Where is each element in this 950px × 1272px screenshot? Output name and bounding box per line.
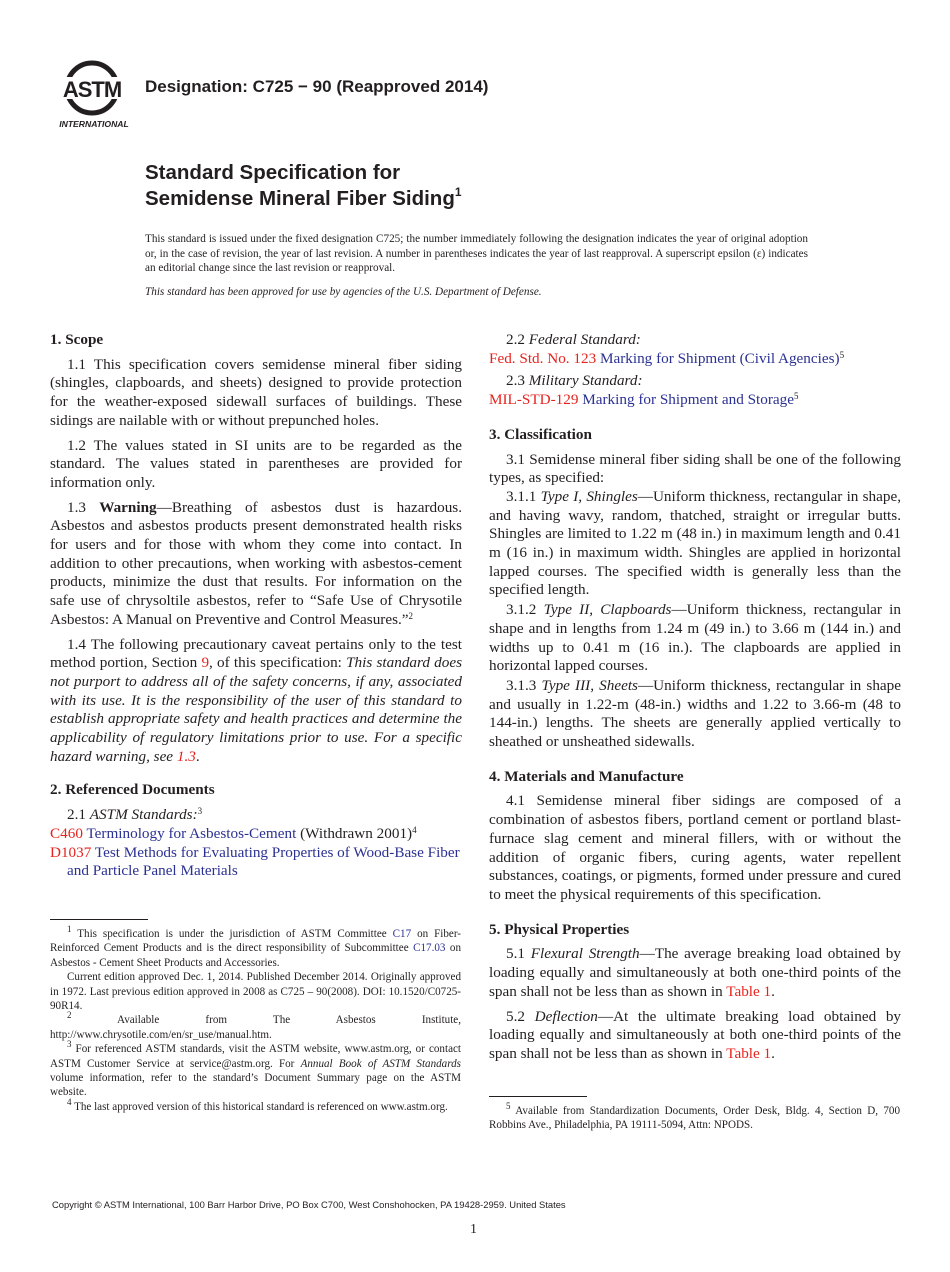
type-iii-label: Type III, Sheets [541, 676, 638, 694]
para-1-1: 1.1 This specification covers semidense mineral fiber siding (shingles, clapboards, and sheets) designed to provide protection for the weather-exposed sidewall surfaces of buildings. These sidings are nailable with or without prepunched holes. [50, 355, 462, 429]
footnote-1 [50, 924, 462, 970]
para-1-3 [50, 499, 462, 630]
para-1-3-num: 1.3 [67, 498, 86, 516]
footnote-1-text-c: on Asbestos - Cement Sheet Products and Accessories. [50, 942, 461, 969]
footnote-1-edition: Current edition approved Dec. 1, 2014. Published December 2014. Originally approved in 1972. Last previous edition approved in 2008 as C725 – 90(2008). DOI: 10.1520/C0725-90R14. [50, 971, 461, 1013]
para-3-1-3-num: 3.1.3 [506, 676, 537, 694]
para-1-4: 1.4 The following precautionary caveat pertains only to the test method portion, Section 9, of this specification: This standard does not purport to address all of the safety concerns, if any, associated with its use. It is the responsibility of the user of this standard to establish appropriate safety and health practices and determine the applicability of regulatory limitations prior to use. For a specific hazard warning, see 1.3. [50, 635, 462, 765]
para-3-1-2-text: —Uniform thickness, rectangular in shape and in lengths from 1.24 m (49 in.) to 3.66 m (144 in.) and widths up to 0.41 m (16 in.). The clapboards are applied in horizontal lapped courses. [489, 601, 901, 675]
footnote-ref-5a: 5 [839, 349, 845, 360]
para-3-1-3 [489, 677, 901, 752]
title-line-2 [145, 186, 462, 212]
para-1-2: 1.2 The values stated in SI units are to be regarded as the standard. The values stated in parentheses are provided for information only. [50, 436, 462, 491]
type-i-label: Type I, Shingles [540, 487, 638, 505]
svg-text:ASTM: ASTM [62, 77, 122, 102]
fed-std-code[interactable]: Fed. Std. No. 123 [489, 349, 597, 367]
ref-d1037-code[interactable]: D1037 [50, 843, 92, 861]
footnote-2 [50, 1010, 461, 1042]
fed-std-title[interactable]: Marking for Shipment (Civil Agencies) [599, 349, 840, 367]
footnote-2-mark: 2 [67, 1010, 72, 1021]
para-5-2: 5.2 Deflection—At the ultimate breaking load obtained by loading equally and simultaneously at both one-third points of the span shall not be less than as shown in Table 1. [489, 1007, 902, 1062]
para-2-2 [489, 331, 901, 350]
section-4-heading: 4. Materials and Manufacture [489, 767, 684, 785]
svg-text:INTERNATIONAL: INTERNATIONAL [59, 119, 129, 129]
astm-logo-graphic [52, 56, 136, 132]
title-line-1: Standard Specification for [145, 161, 401, 184]
page-title [145, 160, 462, 212]
para-2-3-num: 2.3 [506, 372, 525, 390]
section-3-heading: 3. Classification [489, 425, 592, 443]
section-1-heading: 1. Scope [50, 331, 104, 348]
footnote-1-text-b: on Fiber-Reinforced Cement Products and is the direct responsibility of Subcommittee [50, 928, 462, 955]
footnote-ref-3: 3 [197, 806, 203, 817]
footnote-1-text: This specification is under the jurisdiction of ASTM Committee [77, 928, 387, 940]
section-2-heading: 2. Referenced Documents [50, 781, 215, 799]
para-1-4-text-b: , of this specification: [209, 654, 342, 672]
footnotes-left [50, 924, 462, 1114]
section-1-3-link[interactable]: 1.3 [176, 747, 196, 765]
subcommittee-c17-03-link[interactable]: C17.03 [413, 942, 446, 955]
footnote-3 [50, 1039, 461, 1100]
footnote-1-mark: 1 [67, 924, 72, 934]
mil-std-title[interactable]: Marking for Shipment and Storage [582, 391, 794, 409]
para-5-1: 5.1 Flexural Strength—The average breaking load obtained by loading equally and simultaneously at both one-third points of the span shall not be less than as shown in Table 1. [489, 945, 901, 1000]
committee-c17-link[interactable]: C17 [392, 928, 412, 940]
preamble: This standard is issued under the fixed designation C725; the number immediately following the designation indicates the year of original adoption or, in the case of revision, the year of last revision. A number in parentheses indicates the year of last reapproval. A superscript epsilon (ε) indicates an editorial change since the last revision or reapproval. [145, 233, 808, 274]
para-3-1-3-text: —Uniform thickness, rectangular in shape and usually in 1.22-m (48-in.) widths and 1.22 to 3.66-m (48 to 144-in.) lengths. The sheets are generally applied vertically to sheathed or unsheathed sidewalls. [489, 676, 901, 751]
section-5-heading: 5. Physical Properties [489, 920, 630, 938]
mil-std-code[interactable]: MIL-STD-129 [489, 391, 579, 409]
footnote-4 [50, 1096, 461, 1114]
ref-d1037-title[interactable]: Test Methods for Evaluating Properties of Wood-Base Fiber and Particle Panel Materials [67, 843, 460, 880]
left-column [50, 331, 462, 881]
section-9-link[interactable]: 9 [201, 654, 210, 672]
footnote-3-italic: Annual Book of ASTM Standards [300, 1057, 461, 1070]
para-3-1-2 [489, 601, 901, 676]
footnote-5 [489, 1101, 900, 1133]
footnote-2-text: Available from The Asbestos Institute, http://www.chrysotile.com/en/sr_use/manual.htm. [50, 1014, 461, 1041]
page-number: 1 [470, 1222, 477, 1237]
military-standard-label: Military Standard: [528, 372, 643, 390]
footnote-ref-5b: 5 [793, 391, 799, 402]
footnote-4-text: The last approved version of this historical standard is referenced on www.astm.org. [74, 1100, 448, 1113]
para-3-1-1-num: 3.1.1 [506, 487, 537, 505]
ref-c460-title[interactable]: Terminology for Asbestos-Cement [86, 824, 297, 842]
federal-standard-label: Federal Standard: [528, 331, 641, 348]
para-3-1-2-num: 3.1.2 [506, 601, 537, 619]
caveat-text: This standard does not purport to address all of the safety concerns, if any, associated with its use. It is the responsibility of the user of this standard to establish appropriate safety and health practices and determine the applicability of regulatory limitations prior to use. For a specific hazard warning, see [50, 654, 462, 765]
para-5-1-text: —The average breaking load obtained by loading equally and simultaneously at both one-third points of the span shall not be less than as shown in [489, 945, 901, 1000]
table-1-link-2[interactable]: Table 1 [726, 1044, 772, 1062]
table-1-link[interactable]: Table 1 [726, 982, 772, 1000]
astm-standards-label: ASTM Standards: [89, 806, 198, 824]
ref-mil-std [489, 391, 901, 410]
right-column [489, 331, 901, 1064]
dod-approval: This standard has been approved for use by agencies of the U.S. Department of Defense. [145, 286, 542, 298]
footnote-5-mark: 5 [506, 1101, 511, 1111]
para-2-1-num: 2.1 [67, 806, 86, 824]
copyright: Copyright © ASTM International, 100 Barr Harbor Drive, PO Box C700, West Conshohocken, PA 19428-2959. United States [52, 1199, 566, 1210]
para-1-3-text: —Breathing of asbestos dust is hazardous. Asbestos and asbestos products present demonstrated health risks for users and for those with whom they come into contact. In addition to other precautions, when working with asbestos-cement products, minimize the dust that results. For information on the safe use of chrysoltile asbestos, refer to “Safe Use of Chrysotile Asbestos: A Manual on Preventive and Control Measures.” [50, 498, 462, 628]
footnote-rule-left [50, 919, 148, 920]
para-5-2-num: 5.2 [506, 1007, 525, 1025]
para-5-1-num: 5.1 [506, 945, 525, 963]
footnote-3-mark: 3 [67, 1039, 72, 1050]
footnote-5-text: Available from Standardization Documents, Order Desk, Bldg. 4, Section D, 700 Robbins Ave., Philadelphia, PA 19111-5094, Attn: NPODS. [489, 1105, 900, 1132]
astm-logo [52, 56, 136, 132]
para-4-1: 4.1 Semidense mineral fiber sidings are composed of a combination of asbestos fibers, portland cement or portland blast-furnace slag cement and mineral fillers, with or without the addition of organic fibers, curing agents, water repellent substances, coatings, or pigments, formed under pressure and cured to meet the physical requirements of this specification. [489, 792, 901, 903]
footnote-ref-4: 4 [412, 824, 417, 835]
footnote-3-text: For referenced ASTM standards, visit the ASTM website, www.astm.org, or contact ASTM Customer Service at service@astm.org. For [50, 1043, 461, 1070]
footnote-rule-right [489, 1096, 587, 1097]
para-3-1-1-text: —Uniform thickness, rectangular in shape, and having wavy, random, thatched, straight or irregular butts. Shingles are limited to 1.22 m (48 in.) in maximum length and 0.41 m (16 in.) in maximum width. Shingles are applied in horizontal lapped courses. The specified width is generally less than the specified length. [489, 487, 901, 599]
para-3-1: 3.1 Semidense mineral fiber siding shall be one of the following types, as specified: [489, 450, 901, 487]
footnote-ref-2: 2 [408, 610, 414, 621]
para-3-1-1 [489, 488, 901, 600]
ref-d1037 [50, 844, 462, 881]
footnotes-right [489, 1101, 900, 1133]
para-2-3 [489, 372, 901, 391]
title-footnote-ref: 1 [454, 185, 462, 199]
ref-fed-std [489, 350, 901, 369]
ref-c460-note: (Withdrawn 2001) [300, 824, 413, 842]
footnote-3-text-b: volume information, refer to the standard’s Document Summary page on the ASTM website. [50, 1072, 461, 1099]
deflection-label: Deflection [534, 1007, 598, 1025]
footnote-4-mark: 4 [67, 1096, 72, 1107]
designation: Designation: C725 − 90 (Reapproved 2014) [145, 77, 489, 96]
title-line-2-text: Semidense Mineral Fiber Siding [145, 187, 455, 210]
ref-c460-code[interactable]: C460 [50, 824, 83, 842]
para-1-4-text: 1.4 The following precautionary caveat pertains only to the test method portion, Section [50, 635, 462, 672]
para-5-2-text: —At the ultimate breaking load obtained by loading equally and simultaneously at both one-third points of the span shall not be less than as shown in [489, 1007, 902, 1062]
ref-c460 [50, 825, 462, 844]
flexural-strength-label: Flexural Strength [530, 945, 640, 963]
para-2-2-num: 2.2 [506, 331, 525, 348]
type-ii-label: Type II, Clapboards [543, 601, 672, 619]
warning-label: Warning [99, 498, 157, 516]
para-2-1 [50, 806, 462, 825]
